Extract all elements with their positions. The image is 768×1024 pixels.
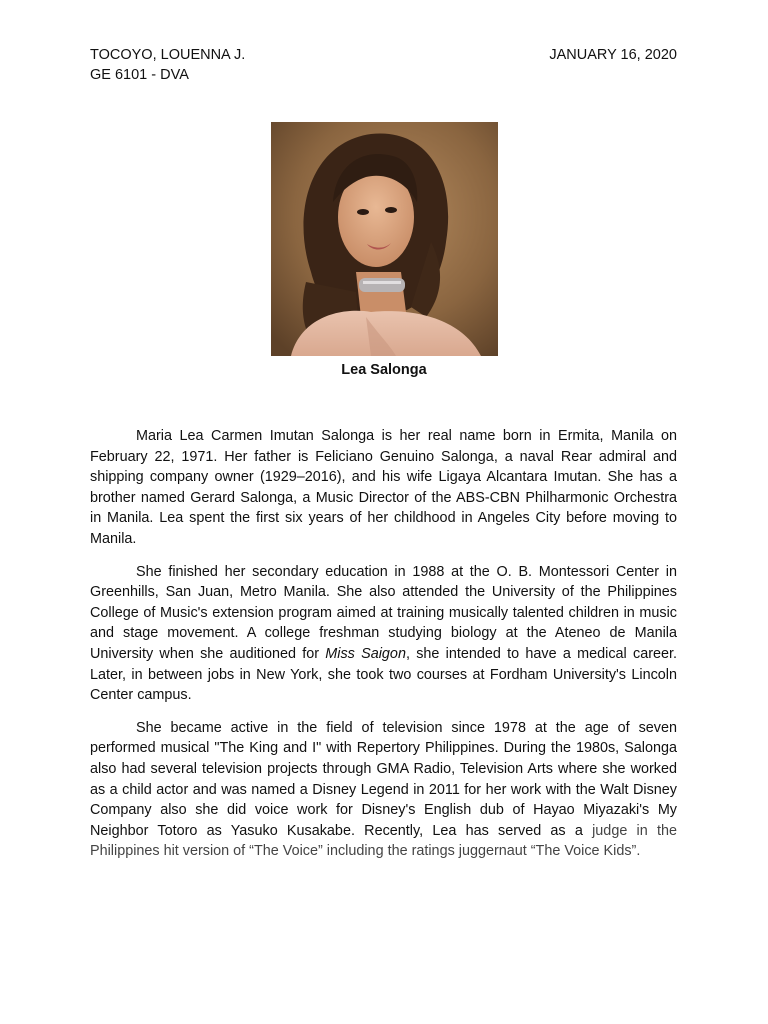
course-code: GE 6101 - DVA xyxy=(90,67,189,83)
paragraph-3-text-b: judge in the Philippines hit version of “The Voice” including the ratings juggernaut “The Voice Kids”. xyxy=(90,822,677,860)
portrait-photo xyxy=(271,122,498,356)
document-date: JANUARY 16, 2020 xyxy=(549,47,677,63)
paragraph-3-text-a: She became active in the field of television since 1978 at the age of seven performed musical "The King and I" with Repertory Philippines. During the 1980s, Salonga also had several television projects through GMA Radio, Television Arts where she worked as a child actor and was named a Disney Legend in 2011 for her work with the Walt Disney Company also she did voice work for Disney's English dub of Hayao Miyazaki's My Neighbor Totoro as Yasuko Kusakabe. Recently, Lea has served as a xyxy=(90,719,677,839)
paragraph-1-text: Maria Lea Carmen Imutan Salonga is her real name born in Ermita, Manila on February 22, 1971. Her father is Feliciano Genuino Salonga, a naval Rear admiral and shipping company owner (1929–2016), and his wife Ligaya Alcantara Imutan. She has a brother named Gerard Salonga, a Music Director of the ABS-CBN Philharmonic Orchestra in Manila. Lea spent the first six years of her childhood in Angeles City before moving to Manila. xyxy=(90,428,677,547)
photo-caption: Lea Salonga xyxy=(341,362,427,378)
paragraph-2-text-b: , she intended to have a medical career. Later, in between jobs in New York, she took two courses at Fordham University's Lincoln Center campus. xyxy=(90,645,677,704)
paragraph-1 xyxy=(90,426,677,550)
paragraph-3 xyxy=(90,718,677,862)
paragraph-2-text-a: She finished her secondary education in 1988 at the O. B. Montessori Center in Greenhills, San Juan, Metro Manila. She also attended the University of the Philippines College of Music's extension program aimed at training musically talented children in music and stage movement. A college freshman studying biology at the Ateneo de Manila University when she auditioned for xyxy=(90,563,677,662)
header-right xyxy=(549,45,677,65)
paragraph-2-italic-title: Miss Saigon xyxy=(325,645,406,662)
body-text xyxy=(90,426,677,874)
header-left xyxy=(90,45,245,85)
author-name: TOCOYO, LOUENNA J. xyxy=(90,47,246,63)
paragraph-2 xyxy=(90,562,677,706)
